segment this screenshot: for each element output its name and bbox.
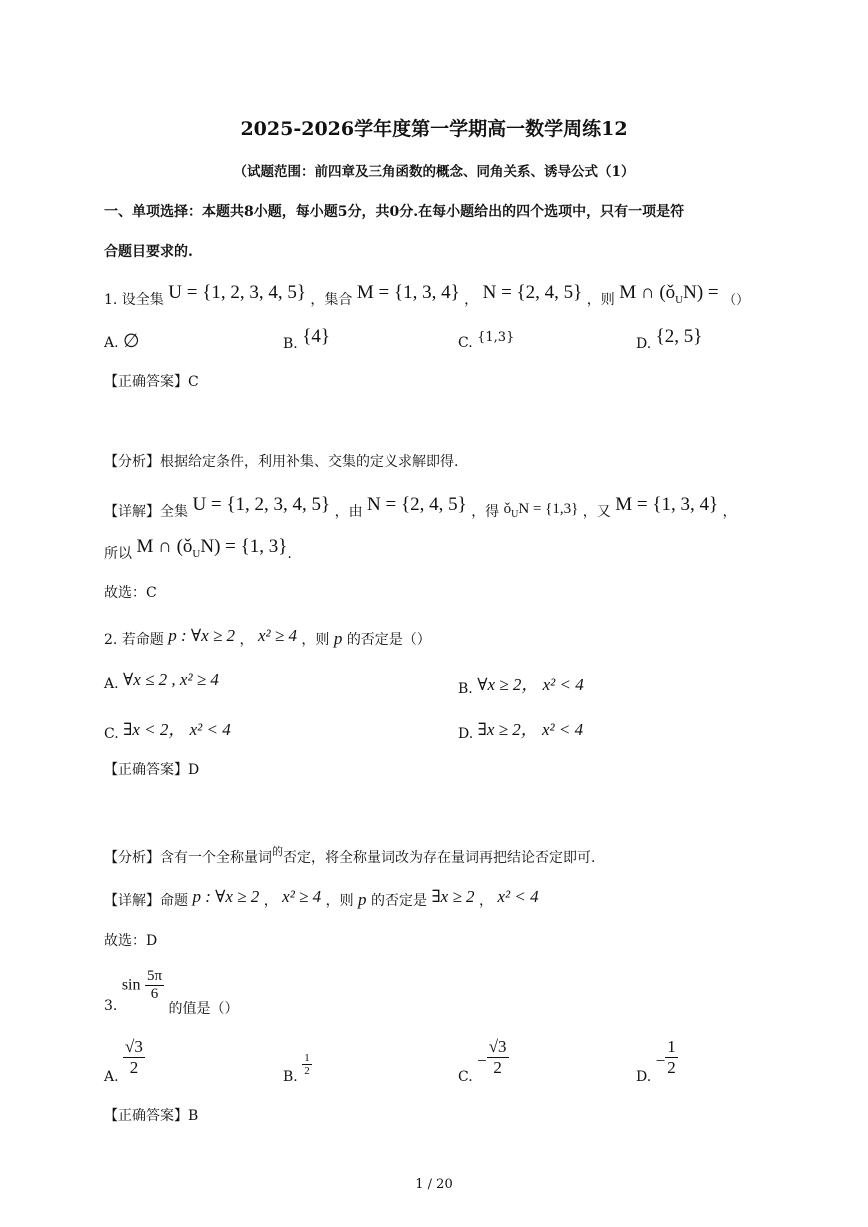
q1-analysis: 【分析】根据给定条件，利用补集、交集的定义求解即得. <box>104 454 459 470</box>
q1-option-a: A. ∅ <box>104 331 140 352</box>
q1-sep: ， <box>464 292 479 308</box>
q1-n-set: N = {2, 4, 5} <box>482 282 583 303</box>
q1-detail: 【详解】全集 U = {1, 2, 3, 4, 5} ，由 N = {2, 4, 5} ，得 $ǒ_UN = \{1,3\}$ ，又 M = {1, 3, 4} ， <box>104 494 737 520</box>
q1-m-set: M = {1, 3, 4} <box>356 282 460 303</box>
q1-detail-line2: 所以 M ∩ $(ǒ_UN) = \{1$, 3}. <box>104 536 292 562</box>
section-heading-line1: 一、单项选择：本题共8小题，每小题5分，共0分.在每小题给出的四个选项中，只有一项是符 <box>104 204 685 220</box>
q3-option-c: C. − $\frac{√3}{2}$ <box>458 1037 507 1085</box>
question-1 <box>104 282 749 309</box>
q3-option-a: A. $\frac{√3}{2}$ <box>104 1037 143 1085</box>
q3-option-b: B. $\frac{1}{2}$ <box>283 1052 310 1085</box>
section-heading-line2: 合题目要求的. <box>104 244 193 260</box>
page-title: 2025-2026学年度第一学期高一数学周练12 <box>240 118 628 140</box>
q2-choice: 故选：D <box>104 933 158 949</box>
q1-option-d: D. {2, 5} <box>636 326 703 352</box>
q2-option-a: A. ∀x ≤ 2 , x² ≥ 4 <box>104 670 219 692</box>
q1-expr: M ∩ $(ǒ_UN)$ = <box>619 282 719 306</box>
q2-detail: 【详解】命题 p : ∀x ≥ 2 ， x² ≥ 4 ，则 p 的否定是 ∃x ≥ 2 ， x² < 4 <box>104 887 539 909</box>
q1-u-set: U = {1, 2, 3, 4, 5} <box>168 282 306 303</box>
q1-answer: 【正确答案】C <box>104 374 199 390</box>
q3-answer: 【正确答案】B <box>104 1108 199 1124</box>
q1-option-c: C. {1,3} <box>458 330 515 351</box>
q2-option-c: C. ∃x < 2， x² < 4 <box>104 720 231 742</box>
question-3: 3. sin $\frac{5\pi}{6}$ 的值是（） <box>104 968 239 1017</box>
page-subtitle: （试题范围：前四章及三角函数的概念、同角关系、诱导公式（1） <box>233 164 635 180</box>
q1-text3: ，则 <box>586 292 615 308</box>
q2-answer: 【正确答案】D <box>104 762 200 778</box>
q1-text2: ，集合 <box>310 292 353 308</box>
question-2: 2. 若命题 p : ∀x ≥ 2 ， x² ≥ 4 ，则 p 的否定是（） <box>104 626 431 648</box>
q1-paren: （） <box>723 293 750 308</box>
q2-option-b: B. ∀x ≥ 2， x² < 4 <box>458 675 584 697</box>
q1-option-b: B. {4} <box>283 326 330 352</box>
q1-choice: 故选：C <box>104 585 157 601</box>
q2-analysis: 【分析】含有一个全称量词$^的$否定，将全称量词改为存在量词再把结论否定即可. <box>104 845 596 866</box>
page-number: 1 / 20 <box>415 1177 453 1192</box>
q3-option-d: D. − $\frac{1}{2}$ <box>636 1037 676 1085</box>
q2-option-d: D. ∃x ≥ 2， x² < 4 <box>458 720 584 742</box>
q1-prefix: 1. 设全集 <box>104 292 164 308</box>
